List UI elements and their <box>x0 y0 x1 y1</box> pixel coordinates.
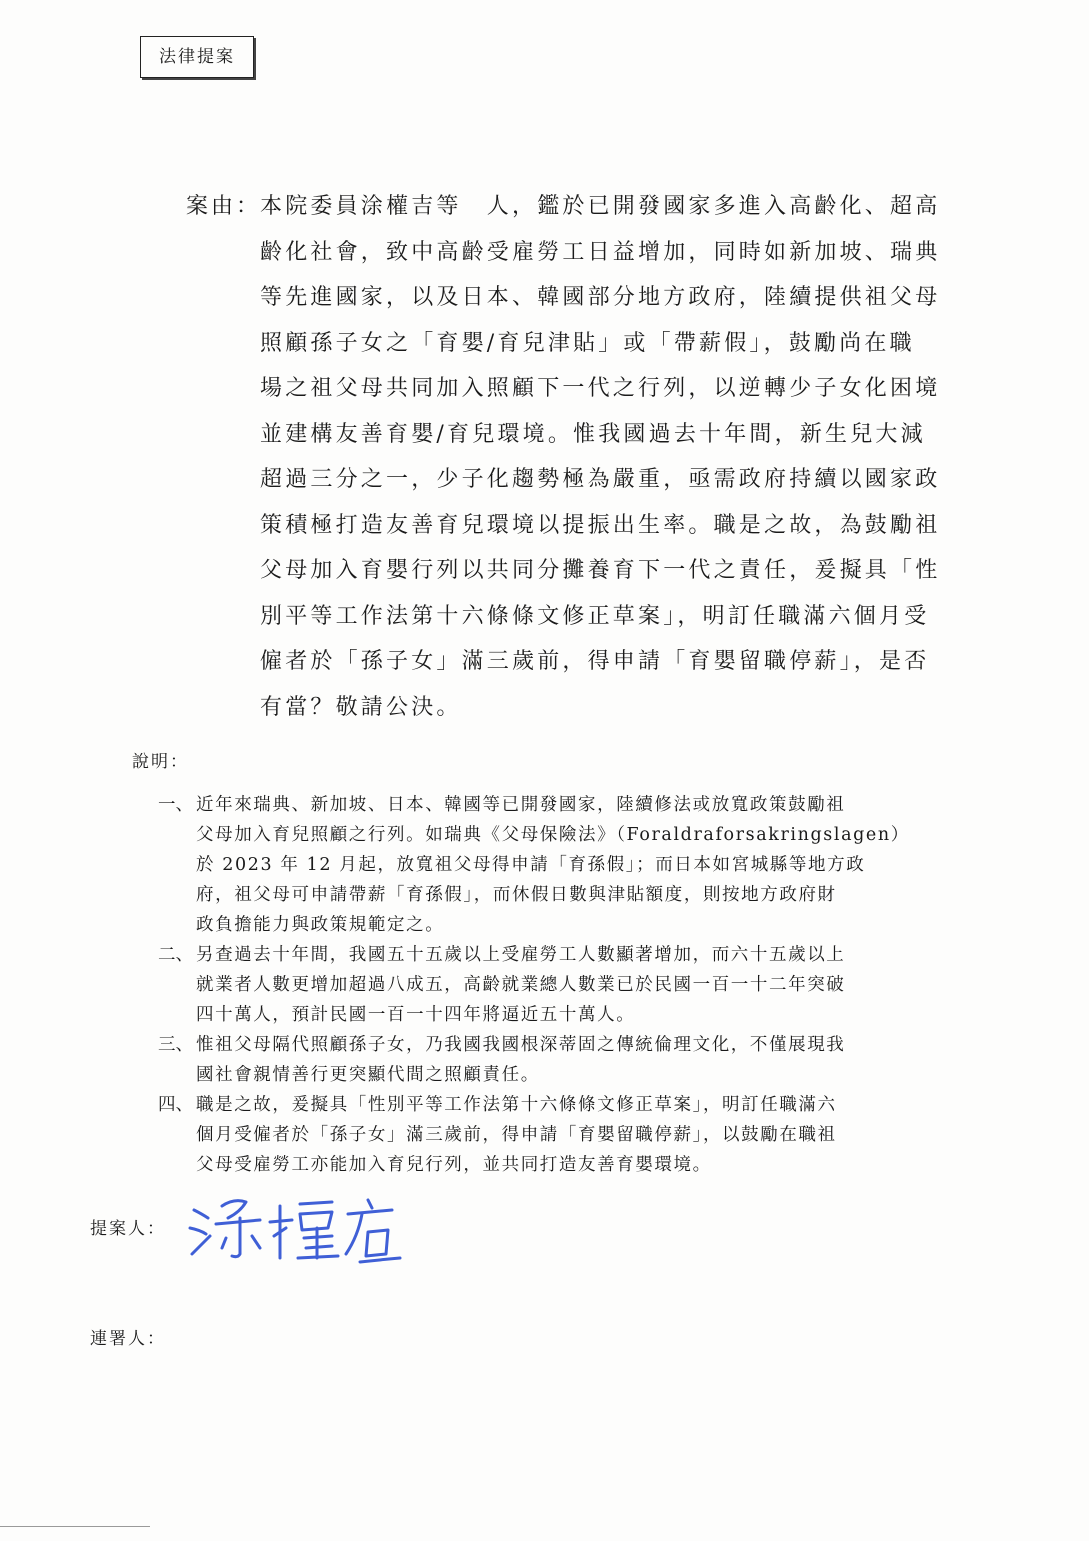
cosigner-label: 連署人： <box>90 1329 166 1349</box>
item-line: 近年來瑞典、新加坡、日本、韓國等已開發國家，陸續修法或放寬政策鼓勵祖 <box>196 795 846 815</box>
item-number: 二、 <box>158 945 193 965</box>
case-line: 照顧孫子女之「育嬰/育兒津貼」或「帶薪假」，鼓勵尚在職 <box>260 330 915 356</box>
explanation-list <box>158 790 958 1180</box>
case-line: 並建構友善育嬰/育兒環境。惟我國過去十年間，新生兒大減 <box>260 421 926 447</box>
item-number: 四、 <box>158 1095 193 1115</box>
item-number: 一、 <box>158 795 193 815</box>
explanation-title: 說明： <box>132 752 189 772</box>
handwritten-signature <box>182 1188 412 1268</box>
case-line: 齡化社會，致中高齡受雇勞工日益增加，同時如新加坡、瑞典 <box>260 239 941 265</box>
item-line: 國社會親情善行更突顯代間之照顧責任。 <box>196 1065 540 1085</box>
item-line: 職是之故，爰擬具「性別平等工作法第十六條條文修正草案」，明訂任職滿六 <box>196 1095 837 1115</box>
case-line: 僱者於「孫子女」滿三歲前，得申請「育嬰留職停薪」，是否 <box>260 649 930 674</box>
scan-edge-line <box>0 1526 150 1527</box>
item-line: 父母加入育兒照顧之行列。如瑞典《父母保險法》（Foraldraforsakringslagen） <box>196 825 910 845</box>
case-prefix: 案由： <box>186 194 262 219</box>
proposer-label: 提案人： <box>90 1219 166 1239</box>
item-line: 府，祖父母可申請帶薪「育孫假」，而休假日數與津貼額度，則按地方政府財 <box>196 885 837 905</box>
explanation-item-2 <box>158 940 958 1030</box>
case-line: 有當？敬請公決。 <box>260 694 462 720</box>
case-line: 策積極打造友善育兒環境以提振出生率。職是之故，為鼓勵祖 <box>260 512 941 538</box>
case-line: 場之祖父母共同加入照顧下一代之行列，以逆轉少子女化困境 <box>260 376 941 401</box>
explanation-item-3 <box>158 1030 958 1090</box>
item-line: 個月受僱者於「孫子女」滿三歲前，得申請「育嬰留職停薪」，以鼓勵在職祖 <box>196 1125 837 1145</box>
item-line: 四十萬人，預計民國一百一十四年將逼近五十萬人。 <box>196 1005 636 1025</box>
item-number: 三、 <box>158 1035 193 1055</box>
doc-type-label: 法律提案 <box>140 36 254 78</box>
case-line: 別平等工作法第十六條條文修正草案」，明訂任職滿六個月受 <box>260 603 930 629</box>
case-line: 父母加入育嬰行列以共同分攤養育下一代之責任，爰擬具「性 <box>260 558 941 583</box>
case-line: 等先進國家，以及日本、韓國部分地方政府，陸續提供祖父母 <box>260 285 941 310</box>
case-line: 超過三分之一，少子化趨勢極為嚴重，亟需政府持續以國家政 <box>260 467 941 492</box>
item-line: 就業者人數更增加超過八成五，高齡就業總人數業已於民國一百一十二年突破 <box>196 975 846 995</box>
explanation-item-1 <box>158 790 958 940</box>
item-line: 惟祖父母隔代照顧孫子女，乃我國我國根深蒂固之傳統倫理文化，不僅展現我 <box>196 1035 846 1055</box>
case-text <box>260 184 980 730</box>
item-line: 父母受雇勞工亦能加入育兒行列，並共同打造友善育嬰環境。 <box>196 1155 712 1175</box>
item-line: 另查過去十年間，我國五十五歲以上受雇勞工人數顯著增加，而六十五歲以上 <box>196 945 846 965</box>
case-line: 本院委員涂權吉等 人，鑑於已開發國家多進入高齡化、超高 <box>260 194 941 219</box>
item-line: 政負擔能力與政策規範定之。 <box>196 915 445 935</box>
explanation-item-4 <box>158 1090 958 1180</box>
item-line: 於 2023 年 12 月起，放寬祖父母得申請「育孫假」；而日本如宮城縣等地方政 <box>196 855 866 875</box>
